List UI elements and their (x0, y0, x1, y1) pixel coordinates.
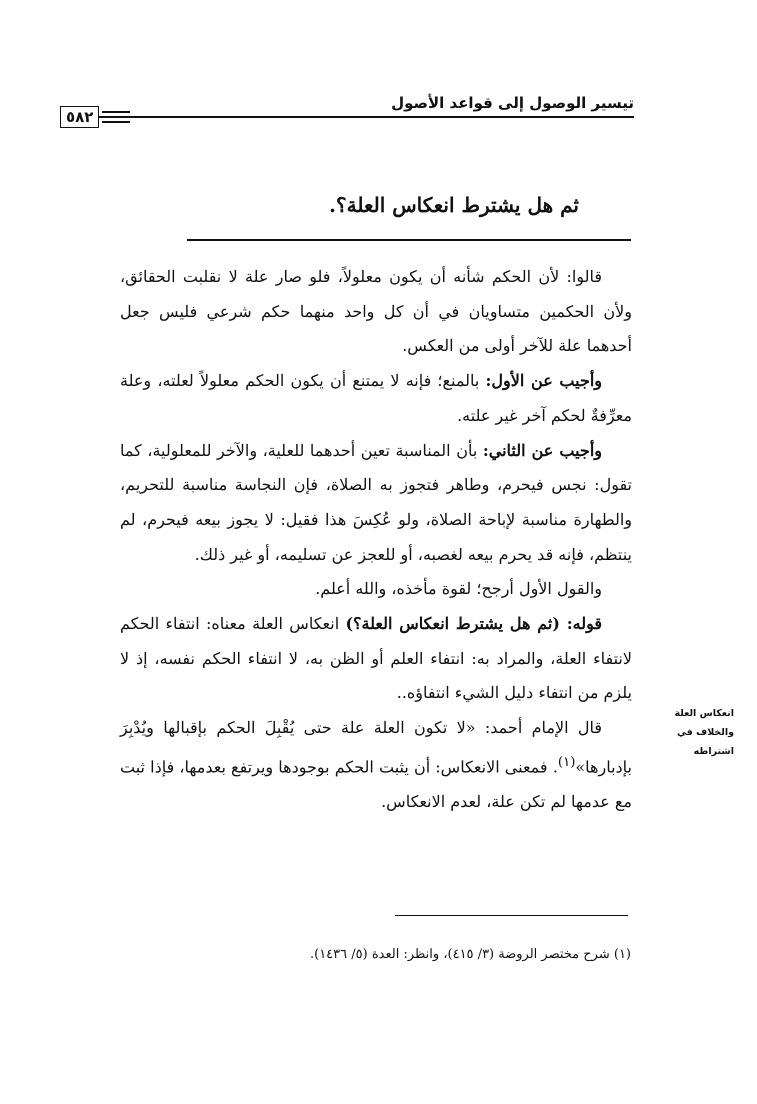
heading-rule (187, 239, 631, 241)
paragraph-6-text-2: . فمعنى الانعكاس: أن يثبت الحكم بوجودها ويرتفع بعدمها، فإذا ثبت مع عدمها لم تكن علة، لعدم الانعكاس. (120, 757, 632, 811)
paragraph-2 (120, 364, 632, 433)
paragraph-2-lead: وأجيب عن الأول: (485, 371, 603, 391)
page-number-ornament (102, 108, 130, 126)
paragraph-5-lead: قوله: (ثم هل يشترط انعكاس العلة؟) (345, 614, 602, 634)
header-rule (64, 116, 634, 118)
paragraph-3-lead: وأجيب عن الثاني: (482, 440, 602, 460)
section-heading: ثم هل يشترط انعكاس العلة؟. (329, 193, 579, 217)
paragraph-3-text: بأن المناسبة تعين أحدهما للعلية، والآخر للمعلولية، كما تقول: نجس فيحرم، وطاهر فتجوز به الصلاة، فإن النجاسة مناسبة للتحريم، والطهارة مناسبة لإباحة الصلاة، ولو عُكِسَ هذا فقيل: لا يجوز بيعه فيحرم، لم ينتظم، فإنه قد يحرم بيعه لغصبه، أو للعجز عن تسليمه، أو غير ذلك. (120, 440, 633, 564)
paragraph-6-text: قال الإمام أحمد: «لا تكون العلة علة حتى يُقْبِلَ الحكم بإقبالها ويُدْبِرَ بإدبارها» (120, 718, 632, 777)
paragraph-4: والقول الأول أرجح؛ لقوة مأخذه، والله أعلم. (315, 579, 602, 599)
paragraph-5 (120, 607, 632, 711)
paragraph-3 (120, 434, 632, 573)
margin-note-line-1: انعكاس العلة (674, 708, 734, 719)
paragraph-2-text: بالمنع؛ فإنه لا يمتنع أن يكون الحكم معلولاً لعلته، وعلة معرِّفةٌ لحكم آخر غير علته. (120, 371, 632, 425)
footnote: (١) شرح مختصر الروضة (٣/ ٤١٥)، وانظر: العدة (٥/ ١٤٣٦). (309, 947, 631, 962)
paragraph-5-text: انعكاس العلة معناه: انتفاء الحكم لانتفاء العلة، والمراد به: انتفاء العلم أو الظن به، لا انتفاء الحكم نفسه، إذ لا يلزم من انتفاء دليل الشيء انتفاؤه.. (120, 614, 632, 703)
book-title: تيسير الوصول إلى قواعد الأصول (391, 94, 634, 112)
paragraph-1: قالوا: لأن الحكم شأنه أن يكون معلولاً، فلو صار علة لا نقلبت الحقائق، ولأن الحكمين متساويان في أن كل واحد منهما حكم شرعي فليس جعل أحدهما علة للآخر أولى من العكس. (120, 267, 632, 356)
page-number: ٥٨٢ (60, 106, 99, 128)
running-header (64, 94, 634, 134)
body-text (120, 260, 632, 820)
paragraph-6 (120, 711, 632, 819)
margin-note-line-3: اشتراطه (693, 746, 734, 757)
margin-note (640, 704, 734, 761)
page-number-box (60, 106, 130, 128)
margin-note-line-2: والخلاف في (677, 727, 734, 738)
footnote-reference: (١) (557, 754, 576, 770)
footnote-rule (395, 915, 628, 916)
